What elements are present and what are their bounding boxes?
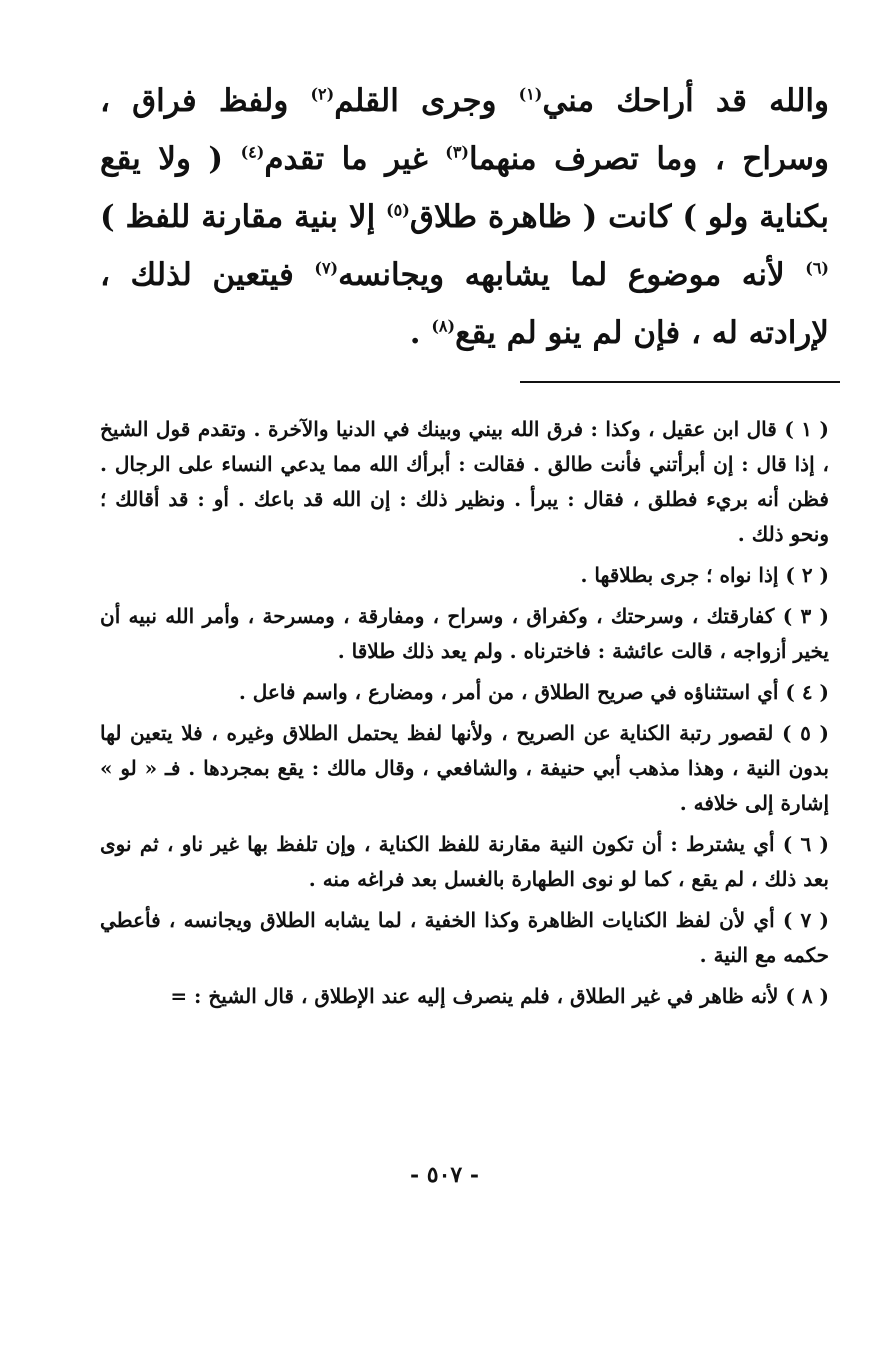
main-text-segment: غير ما تقدم (264, 141, 446, 177)
footnote-2: ( ٢ ) إذا نواه ؛ جرى بطلاقها . (580, 563, 829, 587)
footnote-8: ( ٨ ) لأنه ظاهر في غير الطلاق ، فلم ينصرف إليه عند الإطلاق ، قال الشيخ : = (170, 984, 829, 1008)
footnote-marker-1: (١) (518, 84, 543, 104)
main-paragraph (100, 72, 829, 362)
main-text-segment: . (409, 315, 432, 351)
footnote-7: ( ٧ ) أي لأن لفظ الكنايات الظاهرة وكذا الخفية ، لما يشابه الطلاق ويجانسه ، فأعطي حكمه مع النية . (100, 908, 829, 967)
main-text-segment: ( ولا يقع بكناية ولو ) كانت ( ظاهرة طلاق (100, 141, 829, 235)
footnote-marker-7: (٧) (314, 258, 339, 278)
footnotes-section (100, 412, 829, 1020)
footnote-6: ( ٦ ) أي يشترط : أن تكون النية مقارنة للفظ الكناية ، وإن تلفظ بها غير ناو ، ثم نوى بعد ذلك ، لم يقع ، كما لو نوى الطهارة بالغسل بعد فراغه منه . (100, 832, 829, 891)
footnote-marker-3: (٣) (445, 142, 469, 162)
footnote-marker-2: (٢) (310, 84, 335, 104)
footnote-1: ( ١ ) قال ابن عقيل ، وكذا : فرق الله بيني وبينك في الدنيا والآخرة . وتقدم قول الشيخ ، إذا قال : إن أبرأتني فأنت طالق . فقالت : أبرأك الله مما يدعي النساء على الرجال . فظن أنه بريء فطلق ، فقال : يبرأ . ونظير ذلك : إن الله قد باعك . أو : قد أقالك ؛ ونحو ذلك . (100, 417, 829, 546)
footnote-separator-rule (520, 381, 840, 383)
main-text-segment: إلا بنية مقارنة للفظ ) (100, 199, 387, 235)
footnote-5: ( ٥ ) لقصور رتبة الكناية عن الصريح ، ولأنها لفظ يحتمل الطلاق وغيره ، فلا يتعين لها بدون النية ، وهذا مذهب أبي حنيفة ، والشافعي ، وقال مالك : يقع بمجردها . فـ « لو » إشارة إلى خلافه . (100, 721, 829, 815)
footnote-marker-8: (٨) (431, 316, 456, 336)
footnote-marker-5: (٥) (386, 200, 410, 220)
main-text-block (100, 72, 829, 362)
main-text-segment: لأنه موضوع لما يشابهه ويجانسه (338, 257, 806, 293)
main-text-segment: فيتعين لذلك ، لإرادته له ، فإن لم ينو لم يقع (100, 257, 829, 351)
main-text-segment: والله قد أراحك مني (542, 83, 829, 119)
page-number: - ٥٠٧ - (409, 1162, 480, 1188)
main-text-segment: ولفظ فراق ، وسراح ، وما تصرف منهما (100, 83, 829, 177)
footnote-3: ( ٣ ) كفارقتك ، وسرحتك ، وكفراق ، وسراح ، ومفارقة ، ومسرحة ، وأمر الله نبيه أن يخير أزواجه ، قالت عائشة : فاخترناه . ولم يعد ذلك طلاقا . (100, 604, 829, 663)
footnote-marker-4: (٤) (240, 142, 265, 162)
main-text-segment: وجرى القلم (334, 83, 519, 119)
footnote-marker-6: (٦) (805, 258, 829, 278)
footnote-4: ( ٤ ) أي استثناؤه في صريح الطلاق ، من أمر ، ومضارع ، واسم فاعل . (238, 680, 829, 704)
